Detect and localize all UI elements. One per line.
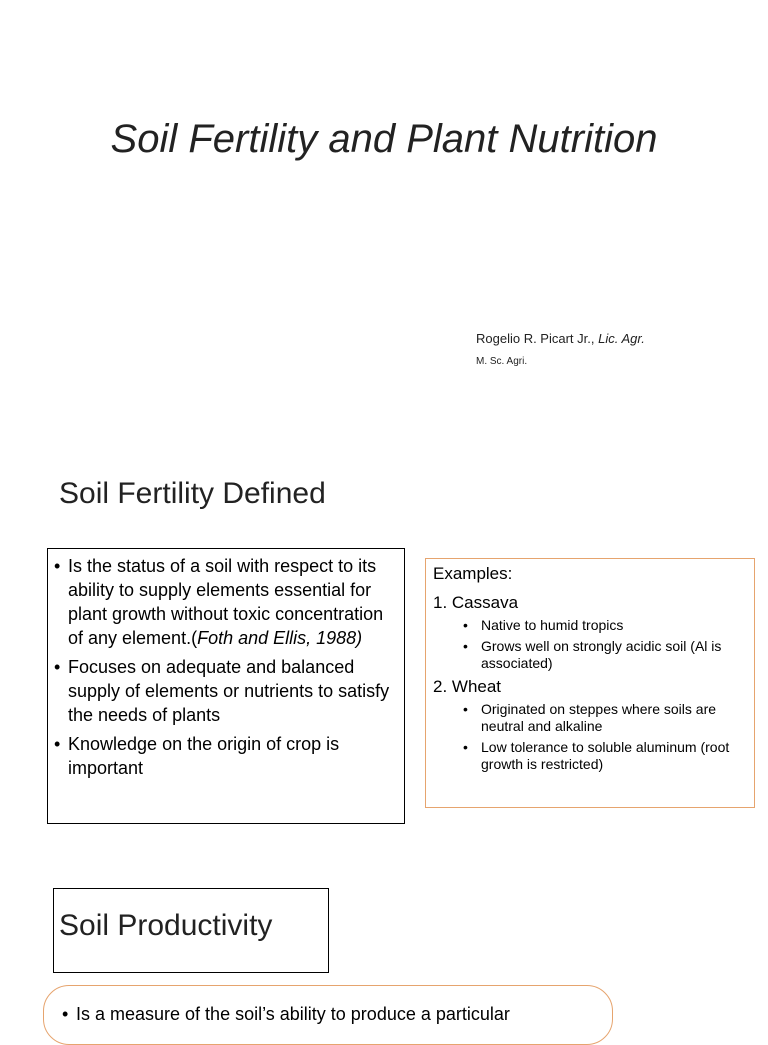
author-line bbox=[476, 331, 645, 346]
example-cassava: 1. Cassava bbox=[433, 593, 519, 612]
productivity-bullet: • Is a measure of the soil’s ability to produce a particular bbox=[62, 1002, 612, 1026]
definition-text: Is the status of a soil with respect to its ability to supply elements essential for plant growth without toxic concentration of any element.( bbox=[68, 556, 384, 648]
productivity-box bbox=[43, 985, 613, 1045]
example-wheat: 2. Wheat bbox=[433, 677, 502, 696]
definition-bullet bbox=[54, 554, 400, 650]
productivity-list bbox=[62, 1002, 612, 1026]
examples-box bbox=[425, 558, 755, 808]
example-point: • Native to humid tropics bbox=[463, 617, 748, 634]
definition-list bbox=[54, 554, 400, 780]
definition-bullet: • Focuses on adequate and balanced supply of elements or nutrients to satisfy the needs of plants bbox=[54, 655, 400, 727]
section-heading-fertility: Soil Fertility Defined bbox=[59, 477, 326, 510]
examples-heading: Examples: bbox=[433, 564, 513, 583]
author-degree: M. Sc. Agri. bbox=[476, 356, 528, 367]
definition-box bbox=[47, 548, 405, 824]
author-name: Rogelio R. Picart Jr., bbox=[476, 331, 595, 346]
example-point: • Low tolerance to soluble aluminum (root growth is restricted) bbox=[463, 739, 748, 773]
section-heading-productivity: Soil Productivity bbox=[53, 888, 329, 973]
slide-title: Soil Fertility and Plant Nutrition bbox=[110, 117, 658, 161]
citation: Foth and Ellis, 1988) bbox=[197, 628, 363, 648]
author-title: Lic. Agr. bbox=[598, 331, 645, 346]
example-point: • Grows well on strongly acidic soil (Al is associated) bbox=[463, 638, 748, 672]
example-point: • Originated on steppes where soils are neutral and alkaline bbox=[463, 701, 748, 735]
wheat-points bbox=[433, 701, 748, 773]
cassava-points bbox=[433, 617, 748, 672]
definition-bullet: • Knowledge on the origin of crop is important bbox=[54, 732, 400, 780]
